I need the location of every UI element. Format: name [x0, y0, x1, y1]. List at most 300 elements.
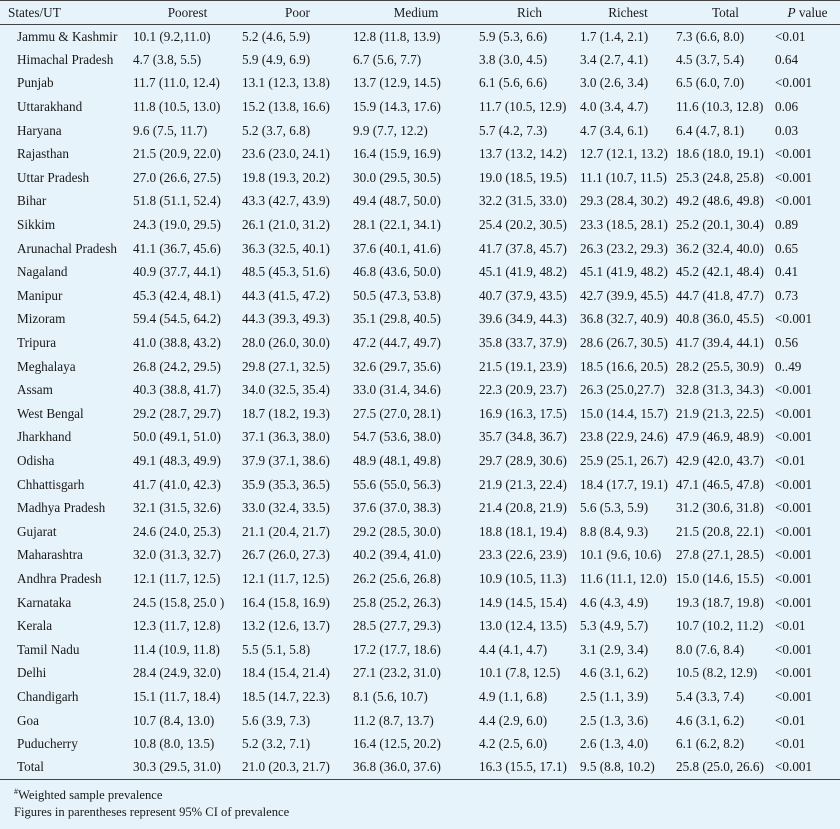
value-cell: 36.2 (32.4, 40.0) — [676, 240, 764, 256]
value-cell: 35.9 (35.3, 36.5) — [242, 476, 330, 492]
table-row — [0, 119, 840, 143]
value-cell: 18.5 (16.6, 20.5) — [580, 358, 668, 374]
value-cell: 13.0 (12.4, 13.5) — [479, 618, 567, 634]
value-cell: 45.1 (41.9, 48.2) — [580, 264, 668, 280]
value-cell: 10.9 (10.5, 11.3) — [479, 570, 567, 586]
table-row — [0, 662, 840, 686]
value-cell: 10.1 (9.6, 10.6) — [580, 547, 662, 563]
state-name-cell: Himachal Pradesh — [17, 51, 114, 67]
value-cell: 10.1 (7.8, 12.5) — [479, 665, 561, 681]
value-cell: 16.4 (15.9, 16.9) — [353, 146, 441, 162]
value-cell: 3.8 (3.0, 4.5) — [479, 51, 548, 67]
value-cell: 4.6 (3.1, 6.2) — [580, 665, 649, 681]
value-cell: 26.3 (23.2, 29.3) — [580, 240, 668, 256]
value-cell: 25.8 (25.0, 26.6) — [676, 756, 775, 780]
value-cell: <0.001 — [775, 382, 813, 398]
value-cell: 18.6 (18.0, 19.1) — [676, 146, 764, 162]
state-name-cell: Nagaland — [17, 264, 68, 280]
value-cell: 7.3 (6.6, 8.0) — [676, 28, 745, 44]
value-cell: 18.4 (17.7, 19.1) — [580, 476, 668, 492]
value-cell: 12.1 (11.7, 12.5) — [242, 570, 330, 586]
value-cell: 19.3 (18.7, 19.8) — [676, 594, 764, 610]
value-cell: 6.1 (5.6, 6.6) — [479, 75, 548, 91]
value-cell: 5.2 (3.7, 6.8) — [242, 122, 311, 138]
value-cell: 35.7 (34.8, 36.7) — [479, 429, 567, 445]
value-cell: 0.41 — [775, 264, 799, 280]
value-cell: 21.5 (19.1, 23.9) — [479, 358, 567, 374]
table-row — [0, 591, 840, 615]
value-cell: 37.6 (40.1, 41.6) — [353, 240, 441, 256]
state-name-cell: Andhra Pradesh — [17, 570, 102, 586]
state-name-cell: Arunachal Pradesh — [17, 240, 117, 256]
value-cell: 3.0 (2.6, 3.4) — [580, 75, 649, 91]
value-cell: 22.3 (20.9, 23.7) — [479, 382, 567, 398]
value-cell: 26.7 (26.0, 27.3) — [242, 547, 330, 563]
value-cell: <0.01 — [775, 712, 806, 728]
value-cell: 0.89 — [775, 217, 799, 233]
value-cell: <0.01 — [775, 28, 806, 44]
value-cell: 0.65 — [775, 240, 799, 256]
table-row — [0, 48, 840, 72]
value-cell: 29.3 (28.4, 30.2) — [580, 193, 668, 209]
value-cell: 23.3 (18.5, 28.1) — [580, 217, 668, 233]
value-cell: 4.6 (3.1, 6.2) — [676, 712, 745, 728]
state-name-cell: Rajasthan — [17, 146, 70, 162]
value-cell: 37.9 (37.1, 38.6) — [242, 452, 330, 468]
value-cell: 5.9 (5.3, 6.6) — [479, 28, 548, 44]
value-cell: 6.4 (4.7, 8.1) — [676, 122, 745, 138]
value-cell: 45.3 (42.4, 48.1) — [133, 287, 221, 303]
value-cell: 15.2 (13.8, 16.6) — [242, 99, 330, 115]
header-medium: Medium — [353, 1, 479, 25]
value-cell: 5.2 (3.2, 7.1) — [242, 736, 311, 752]
value-cell: 11.6 (10.3, 12.8) — [676, 99, 764, 115]
state-name-cell: Odisha — [17, 452, 55, 468]
value-cell: 21.1 (20.4, 21.7) — [242, 523, 330, 539]
value-cell: 27.0 (26.6, 27.5) — [133, 169, 221, 185]
state-name-cell: Meghalaya — [17, 358, 76, 374]
table-row — [0, 213, 840, 237]
value-cell: 23.6 (23.0, 24.1) — [242, 146, 330, 162]
value-cell: 50.0 (49.1, 51.0) — [133, 429, 221, 445]
value-cell: <0.001 — [775, 570, 813, 586]
header-richest: Richest — [580, 1, 676, 25]
state-name-cell: Bihar — [17, 193, 47, 209]
value-cell: 32.2 (31.5, 33.0) — [479, 193, 567, 209]
value-cell: 47.2 (44.7, 49.7) — [353, 335, 441, 351]
value-cell: 13.1 (12.3, 13.8) — [242, 75, 330, 91]
state-name-cell: Haryana — [17, 122, 62, 138]
value-cell: 15.1 (11.7, 18.4) — [133, 688, 221, 704]
value-cell: 27.8 (27.1, 28.5) — [676, 547, 764, 563]
table-body — [0, 25, 840, 780]
value-cell: 15.0 (14.4, 15.7) — [580, 405, 668, 421]
value-cell: 44.3 (39.3, 49.3) — [242, 311, 330, 327]
value-cell: <0.001 — [775, 311, 813, 327]
value-cell: 11.6 (11.1, 12.0) — [580, 570, 667, 586]
value-cell: 42.9 (42.0, 43.7) — [676, 452, 764, 468]
value-cell: 50.5 (47.3, 53.8) — [353, 287, 441, 303]
value-cell: 5.7 (4.2, 7.3) — [479, 122, 548, 138]
value-cell: 5.2 (4.6, 5.9) — [242, 28, 311, 44]
state-name-cell: Maharashtra — [17, 547, 83, 563]
value-cell: 21.5 (20.9, 22.0) — [133, 146, 221, 162]
value-cell: 5.5 (5.1, 5.8) — [242, 641, 311, 657]
value-cell: 24.3 (19.0, 29.5) — [133, 217, 221, 233]
state-name-cell: Jammu & Kashmir — [17, 28, 118, 44]
value-cell: 26.2 (25.6, 26.8) — [353, 570, 441, 586]
value-cell: 4.4 (2.9, 6.0) — [479, 712, 548, 728]
value-cell: 0.73 — [775, 287, 799, 303]
value-cell: 9.6 (7.5, 11.7) — [133, 122, 208, 138]
value-cell: 10.5 (8.2, 12.9) — [676, 665, 758, 681]
value-cell: 27.5 (27.0, 28.1) — [353, 405, 441, 421]
value-cell: 55.6 (55.0, 56.3) — [353, 476, 441, 492]
value-cell: 9.9 (7.7, 12.2) — [353, 122, 428, 138]
value-cell: 18.8 (18.1, 19.4) — [479, 523, 567, 539]
state-name-cell: Tamil Nadu — [17, 641, 80, 657]
value-cell: <0.001 — [775, 75, 813, 91]
value-cell: 35.8 (33.7, 37.9) — [479, 335, 567, 351]
value-cell: 29.7 (28.9, 30.6) — [479, 452, 567, 468]
footnote-weighted-text: Weighted sample prevalence — [18, 788, 163, 803]
table-row — [0, 355, 840, 379]
state-name-cell: Manipur — [17, 287, 63, 303]
value-cell: 3.4 (2.7, 4.1) — [580, 51, 649, 67]
value-cell: 6.5 (6.0, 7.0) — [676, 75, 745, 91]
footnote-ci: Figures in parentheses represent 95% CI of prevalence — [14, 805, 290, 820]
value-cell: 4.5 (3.7, 5.4) — [676, 51, 745, 67]
value-cell: 32.1 (31.5, 32.6) — [133, 500, 221, 516]
table-row — [0, 520, 840, 544]
value-cell: 49.2 (48.6, 49.8) — [676, 193, 764, 209]
value-cell: 25.3 (24.8, 25.8) — [676, 169, 764, 185]
value-cell: 30.0 (29.5, 30.5) — [353, 169, 441, 185]
value-cell: 0.03 — [775, 122, 799, 138]
table-row — [0, 756, 840, 780]
value-cell: 25.2 (20.1, 30.4) — [676, 217, 764, 233]
value-cell: 40.3 (38.8, 41.7) — [133, 382, 221, 398]
state-name-cell: Punjab — [17, 75, 54, 91]
value-cell: 5.3 (4.9, 5.7) — [580, 618, 649, 634]
value-cell: 32.0 (31.3, 32.7) — [133, 547, 221, 563]
value-cell: 10.7 (10.2, 11.2) — [676, 618, 764, 634]
table-row — [0, 544, 840, 568]
table-row — [0, 473, 840, 497]
value-cell: <0.001 — [775, 405, 813, 421]
value-cell: <0.001 — [775, 169, 813, 185]
value-cell: 49.1 (48.3, 49.9) — [133, 452, 221, 468]
header-states: States/UT — [0, 1, 133, 25]
value-cell: 0.06 — [775, 99, 799, 115]
table-footnotes — [0, 780, 840, 821]
value-cell: 11.7 (11.0, 12.4) — [133, 75, 220, 91]
table-row — [0, 732, 840, 756]
value-cell: 18.5 (14.7, 22.3) — [242, 688, 330, 704]
value-cell: <0.01 — [775, 452, 806, 468]
value-cell: 59.4 (54.5, 64.2) — [133, 311, 221, 327]
value-cell: 41.7 (39.4, 44.1) — [676, 335, 764, 351]
value-cell: 13.2 (12.6, 13.7) — [242, 618, 330, 634]
table-row — [0, 426, 840, 450]
table-row — [0, 709, 840, 733]
value-cell: 12.1 (11.7, 12.5) — [133, 570, 221, 586]
value-cell: 5.9 (4.9, 6.9) — [242, 51, 311, 67]
value-cell: 12.7 (12.1, 13.2) — [580, 146, 668, 162]
value-cell: 11.1 (10.7, 11.5) — [580, 169, 667, 185]
value-cell: 43.3 (42.7, 43.9) — [242, 193, 330, 209]
value-cell: 15.9 (14.3, 17.6) — [353, 99, 441, 115]
state-name-cell: Sikkim — [17, 217, 56, 233]
value-cell: 42.7 (39.9, 45.5) — [580, 287, 668, 303]
value-cell: 28.2 (25.5, 30.9) — [676, 358, 764, 374]
value-cell: <0.001 — [775, 641, 813, 657]
value-cell: 6.1 (6.2, 8.2) — [676, 736, 745, 752]
value-cell: <0.001 — [775, 547, 813, 563]
state-name-cell: Chhattisgarh — [17, 476, 85, 492]
value-cell: 25.9 (25.1, 26.7) — [580, 452, 668, 468]
value-cell: 4.0 (3.4, 4.7) — [580, 99, 649, 115]
value-cell: 18.7 (18.2, 19.3) — [242, 405, 330, 421]
value-cell: <0.001 — [775, 523, 813, 539]
value-cell: 21.4 (20.8, 21.9) — [479, 500, 567, 516]
table-row — [0, 142, 840, 166]
value-cell: 11.7 (10.5, 12.9) — [479, 99, 567, 115]
value-cell: 41.7 (41.0, 42.3) — [133, 476, 221, 492]
value-cell: 11.8 (10.5, 13.0) — [133, 99, 221, 115]
value-cell: 32.6 (29.7, 35.6) — [353, 358, 441, 374]
value-cell: 41.1 (36.7, 45.6) — [133, 240, 221, 256]
value-cell: 8.0 (7.6, 8.4) — [676, 641, 745, 657]
value-cell: 49.4 (48.7, 50.0) — [353, 193, 441, 209]
value-cell: 25.8 (25.2, 26.3) — [353, 594, 441, 610]
value-cell: 47.9 (46.9, 48.9) — [676, 429, 764, 445]
value-cell: 36.3 (32.5, 40.1) — [242, 240, 330, 256]
value-cell: 5.6 (5.3, 5.9) — [580, 500, 649, 516]
value-cell: 28.6 (26.7, 30.5) — [580, 335, 668, 351]
value-cell: 41.7 (37.8, 45.7) — [479, 240, 567, 256]
value-cell: 13.7 (13.2, 14.2) — [479, 146, 567, 162]
state-name-cell: Total — [0, 756, 133, 780]
table-row — [0, 190, 840, 214]
header-p-italic: P — [787, 4, 796, 20]
header-poorest: Poorest — [133, 1, 242, 25]
value-cell: 5.6 (3.9, 7.3) — [242, 712, 311, 728]
table-row — [0, 237, 840, 261]
value-cell: 31.2 (30.6, 31.8) — [676, 500, 764, 516]
state-name-cell: Puducherry — [17, 736, 78, 752]
value-cell: 40.7 (37.9, 43.5) — [479, 287, 567, 303]
value-cell: 24.6 (24.0, 25.3) — [133, 523, 221, 539]
value-cell: 32.8 (31.3, 34.3) — [676, 382, 764, 398]
state-name-cell: Madhya Pradesh — [17, 500, 106, 516]
value-cell: 21.9 (21.3, 22.4) — [479, 476, 567, 492]
value-cell: 29.2 (28.7, 29.7) — [133, 405, 221, 421]
value-cell: 2.5 (1.1, 3.9) — [580, 688, 649, 704]
value-cell: 21.5 (20.8, 22.1) — [676, 523, 764, 539]
value-cell: 28.5 (27.7, 29.3) — [353, 618, 441, 634]
value-cell: 4.7 (3.4, 6.1) — [580, 122, 649, 138]
value-cell: 11.2 (8.7, 13.7) — [353, 712, 434, 728]
state-name-cell: West Bengal — [17, 405, 84, 421]
table-row — [0, 25, 840, 49]
state-name-cell: Gujarat — [17, 523, 57, 539]
value-cell: 19.0 (18.5, 19.5) — [479, 169, 567, 185]
value-cell: 5.4 (3.3, 7.4) — [676, 688, 745, 704]
value-cell: 4.6 (4.3, 4.9) — [580, 594, 649, 610]
value-cell: 36.8 (36.0, 37.6) — [353, 756, 479, 780]
value-cell: 26.8 (24.2, 29.5) — [133, 358, 221, 374]
table-row — [0, 402, 840, 426]
table-row — [0, 72, 840, 96]
state-name-cell: Jharkhand — [17, 429, 72, 445]
value-cell: 44.7 (41.8, 47.7) — [676, 287, 764, 303]
value-cell: 17.2 (17.7, 18.6) — [353, 641, 441, 657]
value-cell: 45.1 (41.9, 48.2) — [479, 264, 567, 280]
value-cell: 33.0 (32.4, 33.5) — [242, 500, 330, 516]
value-cell: 37.6 (37.0, 38.3) — [353, 500, 441, 516]
value-cell: 40.2 (39.4, 41.0) — [353, 547, 441, 563]
value-cell: 35.1 (29.8, 40.5) — [353, 311, 441, 327]
table-row — [0, 284, 840, 308]
value-cell: 13.7 (12.9, 14.5) — [353, 75, 441, 91]
table-row — [0, 638, 840, 662]
value-cell: 1.7 (1.4, 2.1) — [580, 28, 649, 44]
value-cell: 14.9 (14.5, 15.4) — [479, 594, 567, 610]
value-cell: <0.01 — [775, 736, 806, 752]
value-cell: 54.7 (53.6, 38.0) — [353, 429, 441, 445]
value-cell: 21.0 (20.3, 21.7) — [242, 756, 353, 780]
value-cell: 6.7 (5.6, 7.7) — [353, 51, 422, 67]
value-cell: 29.8 (27.1, 32.5) — [242, 358, 330, 374]
value-cell: 28.0 (26.0, 30.0) — [242, 335, 330, 351]
table-row — [0, 331, 840, 355]
state-name-cell: Karnataka — [17, 594, 72, 610]
table-row — [0, 685, 840, 709]
value-cell: 8.8 (8.4, 9.3) — [580, 523, 649, 539]
state-name-cell: Delhi — [17, 665, 47, 681]
value-cell: 30.3 (29.5, 31.0) — [133, 756, 242, 780]
state-name-cell: Uttar Pradesh — [17, 169, 90, 185]
value-cell: 15.0 (14.6, 15.5) — [676, 570, 764, 586]
table-row — [0, 449, 840, 473]
value-cell: 16.3 (15.5, 17.1) — [479, 756, 580, 780]
value-cell: 34.0 (32.5, 35.4) — [242, 382, 330, 398]
table-row — [0, 308, 840, 332]
table-header-row — [0, 1, 840, 25]
value-cell: 27.1 (23.2, 31.0) — [353, 665, 441, 681]
value-cell: 4.9 (1.1, 6.8) — [479, 688, 548, 704]
value-cell: 25.4 (20.2, 30.5) — [479, 217, 567, 233]
header-poor: Poor — [242, 1, 353, 25]
footnote-weighted — [14, 783, 840, 804]
state-name-cell: Mizoram — [17, 311, 66, 327]
value-cell: 18.4 (15.4, 21.4) — [242, 665, 330, 681]
table-row — [0, 614, 840, 638]
table-row — [0, 567, 840, 591]
value-cell: 40.8 (36.0, 45.5) — [676, 311, 764, 327]
value-cell: 4.4 (4.1, 4.7) — [479, 641, 548, 657]
value-cell: 29.2 (28.5, 30.0) — [353, 523, 441, 539]
value-cell: 28.1 (22.1, 34.1) — [353, 217, 441, 233]
value-cell: 36.8 (32.7, 40.9) — [580, 311, 668, 327]
value-cell: 4.2 (2.5, 6.0) — [479, 736, 548, 752]
value-cell: 10.1 (9.2,11.0) — [133, 28, 211, 44]
footnote-symbol: # — [14, 787, 18, 796]
table-row — [0, 496, 840, 520]
value-cell: <0.001 — [775, 756, 840, 780]
value-cell: 23.8 (22.9, 24.6) — [580, 429, 668, 445]
value-cell: 19.8 (19.3, 20.2) — [242, 169, 330, 185]
value-cell: 16.9 (16.3, 17.5) — [479, 405, 567, 421]
value-cell: <0.001 — [775, 500, 813, 516]
value-cell: 9.5 (8.8, 10.2) — [580, 756, 676, 780]
value-cell: <0.001 — [775, 429, 813, 445]
value-cell: 16.4 (12.5, 20.2) — [353, 736, 441, 752]
value-cell: 48.9 (48.1, 49.8) — [353, 452, 441, 468]
value-cell: 23.3 (22.6, 23.9) — [479, 547, 567, 563]
header-p-value — [775, 1, 840, 25]
state-name-cell: Goa — [17, 712, 39, 728]
value-cell: 44.3 (41.5, 47.2) — [242, 287, 330, 303]
value-cell: <0.001 — [775, 688, 813, 704]
value-cell: 26.1 (21.0, 31.2) — [242, 217, 330, 233]
value-cell: 40.9 (37.7, 44.1) — [133, 264, 221, 280]
value-cell: 10.7 (8.4, 13.0) — [133, 712, 215, 728]
state-name-cell: Uttarakhand — [17, 99, 83, 115]
value-cell: 8.1 (5.6, 10.7) — [353, 688, 428, 704]
value-cell: 39.6 (34.9, 44.3) — [479, 311, 567, 327]
value-cell: <0.01 — [775, 618, 806, 634]
value-cell: 12.8 (11.8, 13.9) — [353, 28, 441, 44]
state-name-cell: Assam — [17, 382, 53, 398]
value-cell: 0.64 — [775, 51, 799, 67]
value-cell: 21.9 (21.3, 22.5) — [676, 405, 764, 421]
value-cell: <0.001 — [775, 193, 813, 209]
value-cell: <0.001 — [775, 594, 813, 610]
table-row — [0, 166, 840, 190]
value-cell: 41.0 (38.8, 43.2) — [133, 335, 221, 351]
value-cell: 24.5 (15.8, 25.0 ) — [133, 594, 225, 610]
value-cell: 2.5 (1.3, 3.6) — [580, 712, 649, 728]
value-cell: 28.4 (24.9, 32.0) — [133, 665, 221, 681]
value-cell: 37.1 (36.3, 38.0) — [242, 429, 330, 445]
value-cell: 0..49 — [775, 358, 802, 374]
value-cell: 12.3 (11.7, 12.8) — [133, 618, 221, 634]
state-name-cell: Kerala — [17, 618, 53, 634]
table-row — [0, 260, 840, 284]
value-cell: 51.8 (51.1, 52.4) — [133, 193, 221, 209]
header-value-text: value — [795, 4, 828, 20]
value-cell: 2.6 (1.3, 4.0) — [580, 736, 649, 752]
value-cell: 0.56 — [775, 335, 799, 351]
value-cell: <0.001 — [775, 476, 813, 492]
value-cell: <0.001 — [775, 146, 813, 162]
value-cell: 46.8 (43.6, 50.0) — [353, 264, 441, 280]
table-row — [0, 95, 840, 119]
header-rich: Rich — [479, 1, 580, 25]
value-cell: 10.8 (8.0, 13.5) — [133, 736, 215, 752]
value-cell: 26.3 (25.0,27.7) — [580, 382, 665, 398]
value-cell: 47.1 (46.5, 47.8) — [676, 476, 764, 492]
table-row — [0, 378, 840, 402]
value-cell: <0.001 — [775, 665, 813, 681]
value-cell: 48.5 (45.3, 51.6) — [242, 264, 330, 280]
state-name-cell: Tripura — [17, 335, 57, 351]
value-cell: 4.7 (3.8, 5.5) — [133, 51, 202, 67]
state-name-cell: Chandigarh — [17, 688, 79, 704]
value-cell: 33.0 (31.4, 34.6) — [353, 382, 441, 398]
